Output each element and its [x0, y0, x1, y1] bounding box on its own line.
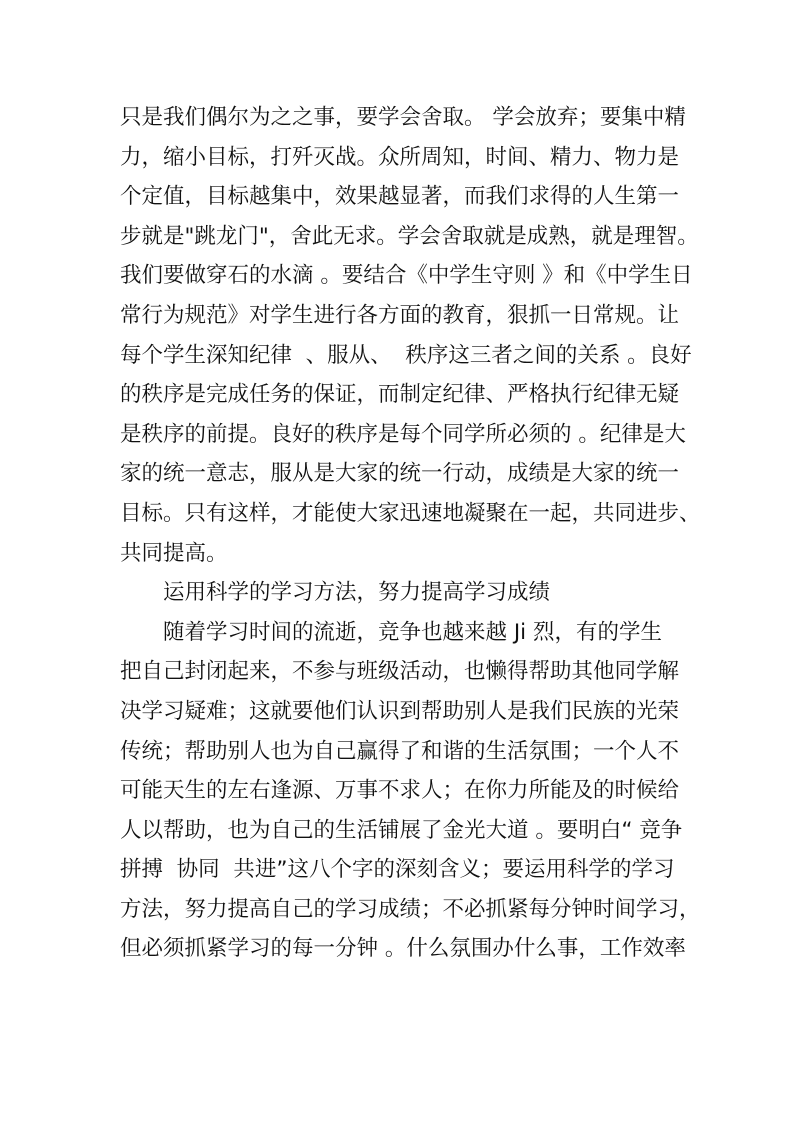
text-line: 方法，努力提高自己的学习成绩；不必抓紧每分钟时间学习， — [120, 896, 701, 922]
text-line: 的秩序是完成任务的保证，而制定纪律、严格执行纪律无疑 — [120, 382, 680, 408]
text-line: 决学习疑难；这就要他们认识到帮助别人是我们民族的光荣 — [120, 698, 680, 724]
text-line: 但必须抓紧学习的每一分钟 。什么氛围办什么事，工作效率 — [120, 936, 686, 962]
text-line: 共同提高。 — [120, 540, 228, 566]
text-line: 可能天生的左右逢源、万事不求人；在你力所能及的时候给 — [120, 778, 680, 804]
text-line: 力，缩小目标，打歼灭战。众所周知，时间、精力、物力是 — [120, 144, 680, 170]
text-line: 每个学生深知纪律 、服从、 秩序这三者之间的关系 。良好 — [120, 342, 692, 368]
text-line: 只是我们偶尔为之之事，要学会舍取。 学会放弃；要集中精 — [120, 105, 686, 130]
text-line: 步就是"跳龙门"，舍此无求。学会舍取就是成熟，就是理智。 — [120, 223, 699, 249]
text-line: 随着学习时间的流逝，竞争也越来越 Ji 烈，有的学生 — [163, 619, 662, 645]
text-line: 是秩序的前提。良好的秩序是每个同学所必须的 。纪律是大 — [120, 421, 686, 447]
body-text — [120, 98, 701, 969]
section-heading: 运用科学的学习方法，努力提高学习成绩 — [163, 580, 551, 606]
text-line: 常行为规范》对学生进行各方面的教育，狠抓一日常规。让 — [120, 302, 680, 328]
text-line: 我们要做穿石的水滴 。要结合《中学生守则 》和《中学生日 — [120, 263, 693, 289]
text-line: 传统；帮助别人也为自己赢得了和谐的生活氛围；一个人不 — [120, 738, 680, 764]
text-line: 把自己封闭起来，不参与班级活动，也懒得帮助其他同学解 — [120, 659, 680, 685]
text-line: 家的统一意志，服从是大家的统一行动，成绩是大家的统一 — [120, 461, 680, 487]
text-line: 目标。只有这样，才能使大家迅速地凝聚在一起，共同进步、 — [120, 500, 701, 526]
text-line: 人以帮助，也为自己的生活铺展了金光大道 。要明白“ 竞争 — [120, 817, 683, 843]
text-line: 个定值，目标越集中，效果越显著，而我们求得的人生第一 — [120, 184, 680, 210]
text-line: 拼搏 协同 共进”这八个字的深刻含义；要运用科学的学习 — [120, 857, 675, 883]
